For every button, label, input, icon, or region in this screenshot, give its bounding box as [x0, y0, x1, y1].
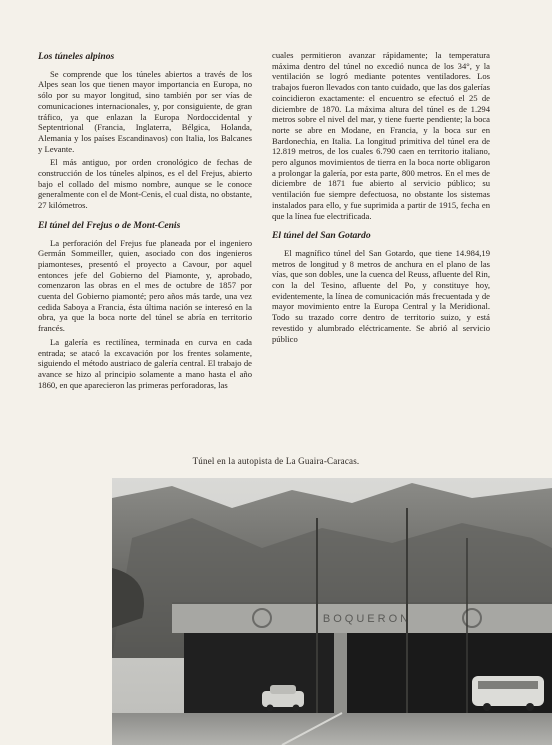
tunnel-sign-text: BOQUERON	[322, 613, 412, 625]
photo-caption: Túnel en la autopista de La Guaira-Caracas.	[192, 456, 360, 466]
tunnel-photo	[112, 478, 552, 745]
tunnel-photo-image	[112, 478, 552, 745]
paragraph: cuales permitieron avanzar rápidamente; la temperatura máxima dentro del túnel no excedió nunca de los 34°, y la ventilación se logró mediante potentes ventiladores. Los trabajos fueron llevados con tanto cuidado, que las dos galerías coincidieron exactamente: el encuentro se efectuó el 25 de diciembre de 1870. La máxima altura del túnel es de 1.294 metros sobre el nivel del mar, y tiene fuerte pendiente; la boca norte se abre en Modane, en Francia, y la boca sur en Bardonechia, en Italia. La longitud primitiva del túnel era de 12.819 metros, de los cuales 6.790 caen en territorio italiano, pero algunos movimientos de tierra en la boca norte obligaron a prolongar la galería, por esta parte, 800 metros. En el mes de diciembre de 1871 fue abierto al servicio público; su ventilación fue siempre defectuosa, no obstante los sistemas instalados para ello, y fue suprimida a partir de 1915, fecha en que la línea fue electrificada.	[272, 50, 490, 221]
paragraph: Se comprende que los túneles abiertos a través de los Alpes sean los que tienen mayor importancia en Europa, no sólo por su mayor longitud, sino también por ser vías de comunicaciones internacionales, y, por consiguiente, de gran tráfico, ya que enlazan la Europa Nordoccidental y Septentrional (Francia, Inglaterra, Bélgica, Holanda, Alemania y los países Escandinavos) con Italia, los Balcanes y Levante.	[38, 68, 252, 154]
paragraph: El magnífico túnel del San Gotardo, que tiene 14.984,19 metros de longitud y 8 metros de anchura en el plano de las vías, que son dobles, une la cuenca del Reuss, afluente del Rin, con la del Tesino, afluente del Po, y constituye hoy, evidentemente, la línea de comunicación más frecuentada y de mayor movimiento entre la Europa Central y la Meridional. Todo su trazado corre dentro de territorio suizo, y está revestido y alumbrado eléctricamente. Se abrió al servicio público	[272, 247, 490, 344]
left-column	[38, 50, 252, 393]
paragraph: La perforación del Frejus fue planeada por el ingeniero Germán Sommeiller, quien, asociado con dos ingenieros piamonteses, presentó el proyecto a Cavour, por aquel entonces jefe del Gobierno del Piamonte, y, aprobado, comenzaron las obras en el mes de octubre de 1857 por cuenta del Gobierno piamonté; pero años más tarde, una vez cedida Saboya a Francia, ésta última nación se interesó en la obra, ya que la boca norte del túnel se abría en territorio francés.	[38, 237, 252, 334]
paragraph: La galería es rectilínea, terminada en curva en cada entrada; se atacó la excavación por los frentes solamente, siguiendo el método austriaco de galería central. El trabajo de avance se hizo al principio solamente a mano hasta el año 1860, en que aparecieron las primeras perforadoras, las	[38, 336, 252, 390]
paragraph: El más antiguo, por orden cronológico de fechas de construcción de los túneles alpinos, es el del Frejus, abierto bajo el collado del mismo nombre, aunque se le conoce generalmente con el de Mont-Cenis, el cual dista, no obstante, 27 kilómetros.	[38, 157, 252, 211]
section-heading-frejus: El túnel del Frejus o de Mont-Cenis	[38, 219, 181, 231]
right-column	[272, 50, 490, 347]
section-heading-san-gotardo: El túnel del San Gotardo	[272, 230, 371, 242]
section-heading-alpine-tunnels: Los túneles alpinos	[38, 51, 115, 62]
